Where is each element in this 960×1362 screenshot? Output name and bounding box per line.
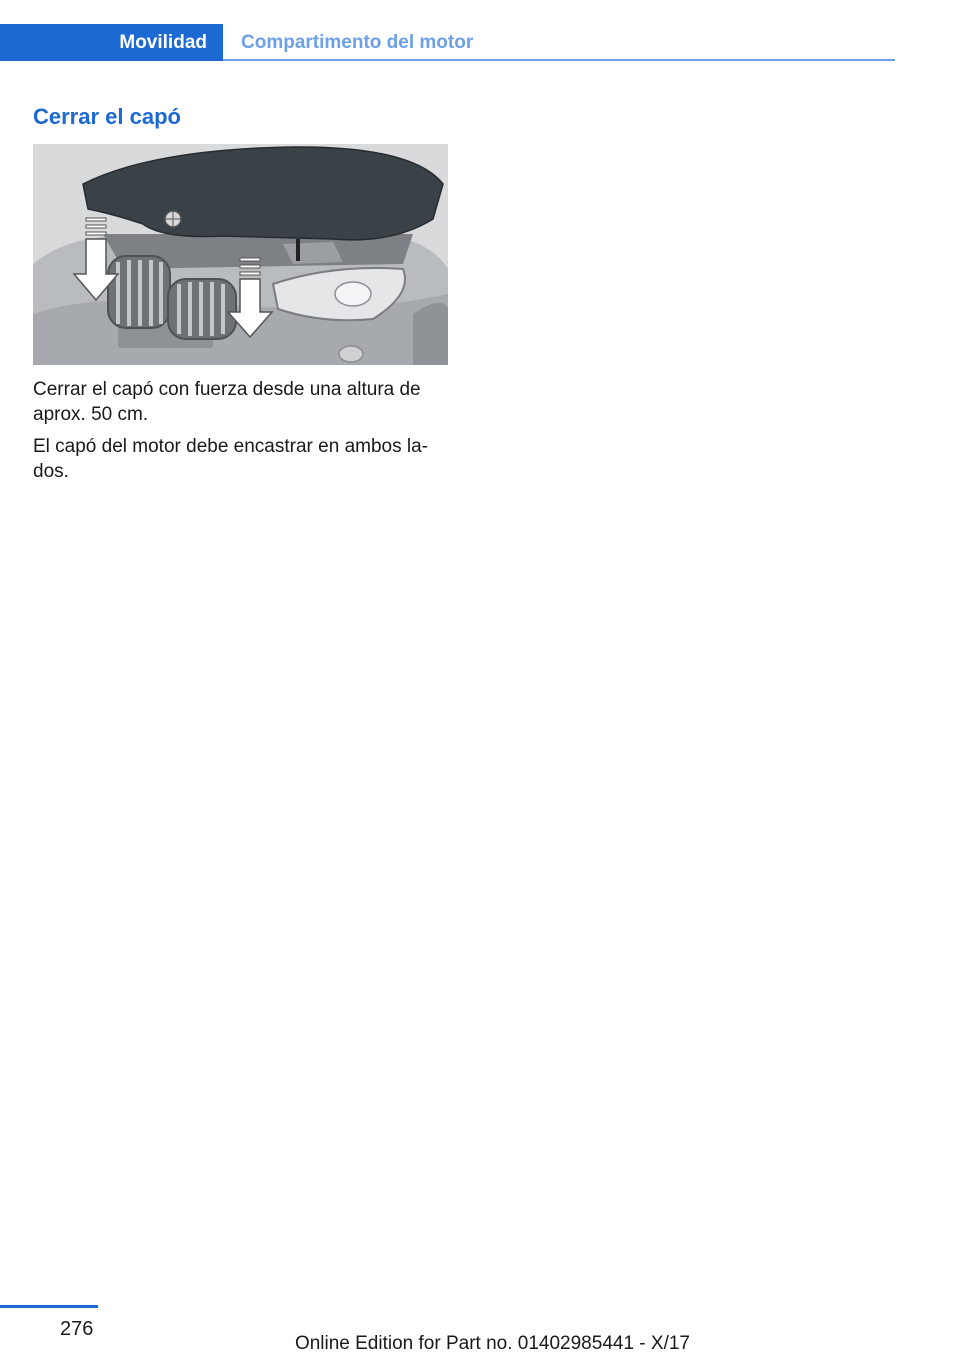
section-title: Cerrar el capó <box>33 104 181 129</box>
hood-closing-diagram <box>33 144 448 365</box>
chapter-tab <box>0 24 223 61</box>
page-number: 276 <box>60 1318 94 1340</box>
page-header <box>0 24 895 61</box>
instruction-paragraph: Cerrar el capó con fuerza desde una altura de aprox. 50 cm. <box>33 379 421 425</box>
footer-divider <box>0 1305 98 1308</box>
kidney-grille-right <box>168 279 236 339</box>
note-paragraph: El capó del motor debe encastrar en ambos lados. <box>33 436 428 482</box>
edition-note: Online Edition for Part no. 01402985441 - X/17 <box>294 1333 690 1354</box>
header-divider <box>223 59 895 61</box>
section-label: Compartimento del motor <box>241 32 474 53</box>
chapter-label: Movilidad <box>119 32 207 53</box>
hood-illustration <box>33 144 448 365</box>
kidney-grille-left <box>108 256 170 328</box>
